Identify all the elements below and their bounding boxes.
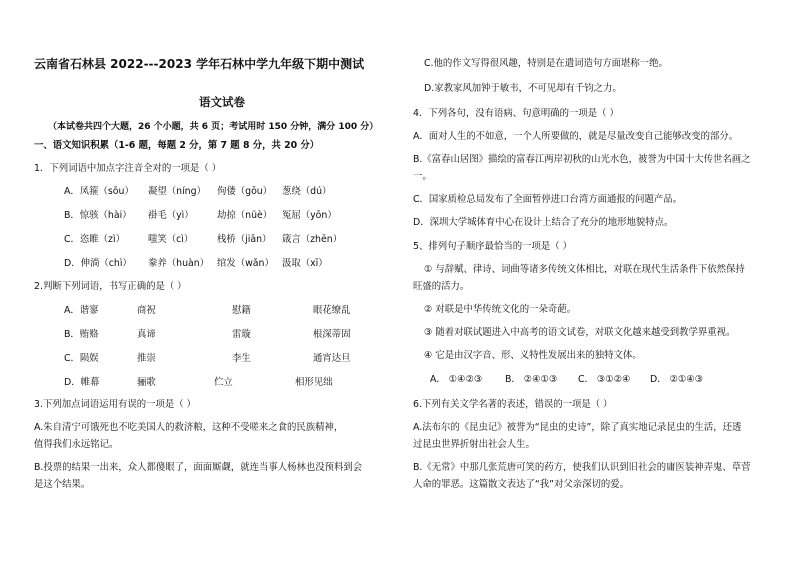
q2-option-c-2: 推崇 [137,353,156,364]
q2-option-b-2: 真谛 [137,329,156,340]
q2-option-c-4: 通宵达旦 [313,353,351,364]
q6-option-a-line1: A.法布尔的《昆虫记》被誉为“昆虫的史诗”，除了真实地记录昆虫的生活，还透 [413,422,742,433]
subject-title: 语文试卷 [199,95,245,109]
q6-option-a-line2: 过昆虫世界折射出社会人生。 [413,439,535,450]
q1-option-b-4: 冤屈（yōn） [282,210,337,221]
question-6-stem: 6.下列有关文学名著的表述，错误的一项是（ ） [413,399,613,410]
q1-option-d-1: D．伸淌（chì） [64,258,132,269]
q5-option-c: C． ③①②④ [578,374,631,385]
q3-option-a-line2: 值得我们永远铭记。 [34,439,119,450]
question-5-stem: 5、排列句子顺序最恰当的一项是（ ） [413,241,572,252]
q5-sentence-1-line1: ① 与辞赋、律诗、词曲等诸多传统文体相比，对联在现代生活条件下依然保持 [424,264,745,275]
q1-option-a-4: 葱绕（dú） [282,186,332,197]
q1-option-a-2: 凝望（níng） [148,186,206,197]
q4-option-b-line1: B.《富春山居图》描绘的富春江两岸初秋的山光水色，被誉为中国十大传世名画之 [413,154,751,165]
q1-option-d-3: 绾发（wǎn） [217,258,274,269]
q2-option-d-1: D．帷幕 [64,377,100,388]
q1-option-a-1: A．凤箍（sōu） [64,186,134,197]
q1-option-b-2: 褂毛（yì） [148,210,194,221]
q3-option-a-line1: A.朱自清宁可饿死也不吃美国人的救济粮，这种不受嗟来之食的民族精神， [34,422,344,433]
q2-option-b-4: 根深蒂固 [313,329,351,340]
q2-option-a-4: 眼花缭乱 [313,305,351,316]
q3-option-b-line2: 是这个结果。 [34,479,91,490]
q2-option-a-1: A．谐寥 [64,305,99,316]
q2-option-d-4: 相形见绌 [295,377,333,388]
exam-title: 云南省石林县 2022---2023 学年石林中学九年级下期中测试 [34,57,365,71]
q1-option-a-3: 佝偻（gōu） [217,186,273,197]
q5-sentence-1-line2: 旺盛的活力。 [413,281,470,292]
q1-option-d-4: 汲取（xī） [282,258,328,269]
exam-instructions: （本试卷共四个大题，26 个小题，共 6 页；考试用时 150 分钟，满分 100 分） [48,122,379,132]
q6-option-b-line1: B.《无常》中那几张荒唐可笑的药方，使我们认识到旧社会的庸医装神弄鬼、草菅 [413,462,751,473]
q2-option-a-2: 商祝 [137,305,156,316]
q4-option-b-line2: 一。 [413,171,432,182]
q1-option-c-1: C．恣睢（zì） [64,234,125,245]
q2-option-b-3: 雷璇 [232,329,251,340]
q4-option-a: A．面对人生的不如意，一个人所要做的，就是尽量改变自己能够改变的部分。 [413,131,739,142]
q3-option-d: D.家教家风加钟于敏韦，不可见却有千钧之力。 [424,83,622,94]
q5-sentence-2: ② 对联是中华传统文化的一朵奇葩。 [424,304,577,315]
q1-option-c-3: 栈桥（jiān） [217,234,272,245]
q1-option-d-2: 豢养（huàn） [148,258,210,269]
q1-option-c-4: 箴言（zhēn） [282,234,343,245]
q5-option-b: B． ②④①③ [505,374,558,385]
q2-option-a-3: 慰籍 [232,305,251,316]
q2-option-d-3: 伫立 [214,377,233,388]
q2-option-c-1: C．陨娱 [64,353,99,364]
section-one-heading: 一、语文知识积累（1-6 题，每题 2 分，第 7 题 8 分，共 20 分） [34,140,320,151]
q3-option-b-line1: B.投票的结果一出来，众人都傻眼了，面面厮觑，就连当事人杨林也没预料到会 [34,462,363,473]
q6-option-b-line2: 人命的罪恶。这篇散文表达了“我”对父亲深切的爱。 [413,479,629,490]
q2-option-d-2: 骊歌 [137,377,156,388]
question-2-stem: 2.判断下列词语，书写正确的是（ ） [34,281,187,292]
q5-sentence-4: ④ 它是由汉字音、形、义特性发展出来的独特文体。 [424,350,642,361]
question-4-stem: 4．下列各句，没有语病、句意明确的一项是（ ） [413,108,619,119]
q4-option-d: D．深圳大学城体育中心在设计上结合了充分的地形地貌特点。 [413,217,674,228]
q5-option-a: A． ①④②③ [430,374,483,385]
question-1-stem: 1．下列词语中加点字注音全对的一项是（ ） [34,163,222,174]
q1-option-b-1: B．惊骇（hài） [64,210,132,221]
q5-sentence-3: ③ 随着对联试题进入中高考的语文试卷，对联文化越来越受到教学界重视。 [424,327,736,338]
q3-option-c: C.他的作文写得很风趣，特别是在遣词造句方面堪称一绝。 [424,58,668,69]
q1-option-b-3: 劫掠（nüè） [217,210,273,221]
q2-option-c-3: 李生 [232,353,251,364]
q4-option-c: C．国家质检总局发布了全面暂停进口台湾方面通报的问题产品。 [413,194,683,205]
q1-option-c-2: 嗤笑（cì） [148,234,194,245]
q5-option-d: D． ②①④③ [650,374,704,385]
question-3-stem: 3.下列加点词语运用有误的一项是（ ） [34,399,196,410]
q2-option-b-1: B．贿赂 [64,329,99,340]
